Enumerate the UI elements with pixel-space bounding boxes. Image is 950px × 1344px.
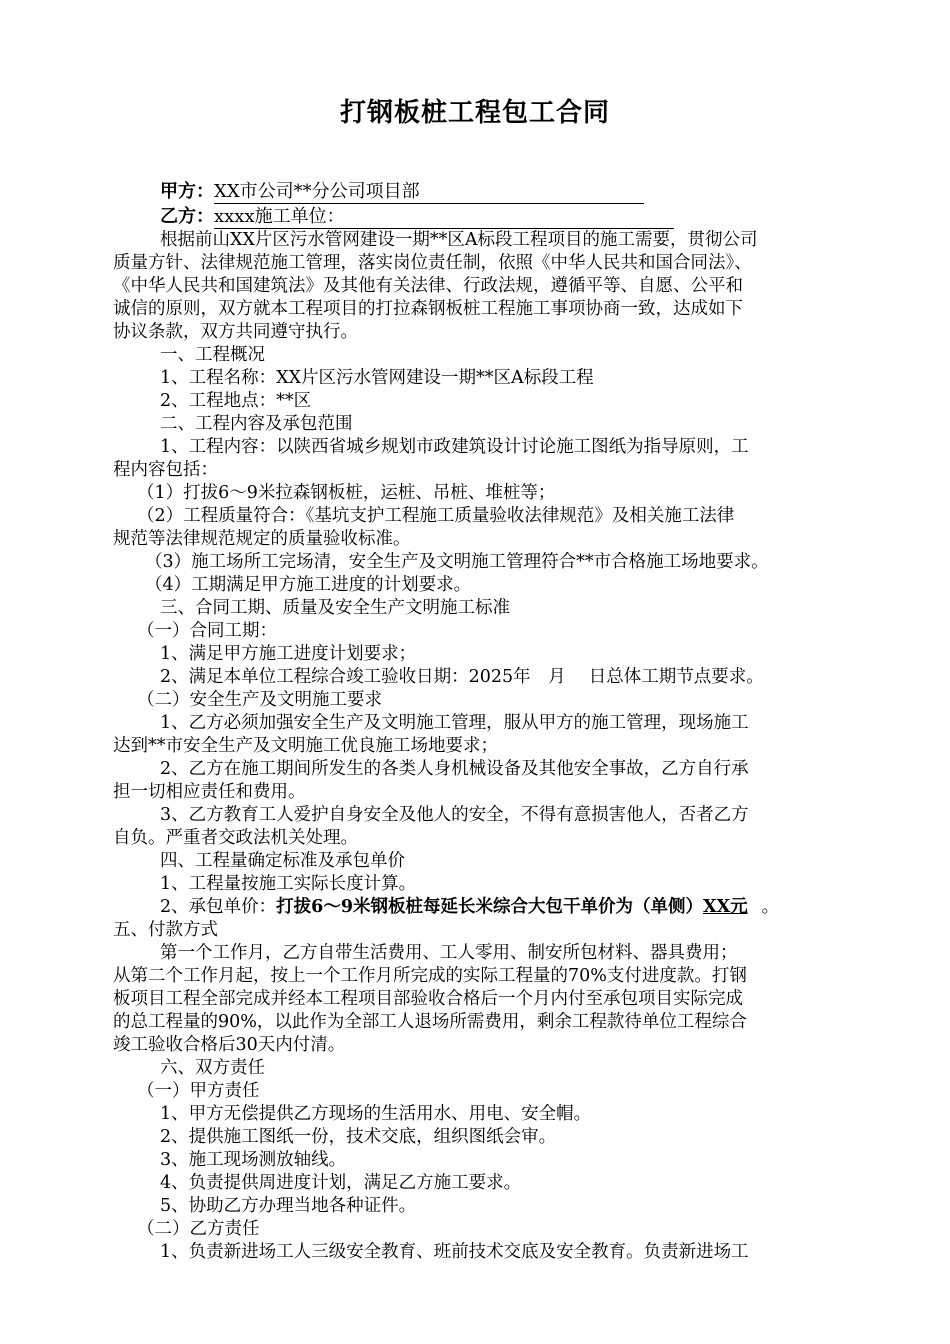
body-line-13: （2）工程质量符合：《基坑支护工程施工质量验收法律规范》及相关施工法律 (137, 506, 735, 526)
unit-price-line (160, 896, 900, 919)
body-line-23: 达到**市安全生产及文明施工优良施工场地要求； (113, 736, 498, 756)
body-line-24: 2、乙方在施工期间所发生的各类人身机械设备及其他安全事故，乙方自行承 (160, 759, 749, 779)
body-line-27: 自负。严重者交政法机关处理。 (113, 828, 358, 848)
body-line-34: 板项目工程全部完成并经本工程项目部验收合格后一个月内付至承包项目实际完成 (113, 989, 743, 1009)
party-b-line (160, 205, 900, 229)
body-line-21: （二）安全生产及文明施工要求 (137, 690, 382, 710)
body-line-33: 从第二个工作月起，按上一个工作月所完成的实际工程量的70%支付进度款。打钢 (113, 966, 747, 986)
section-heading-3: 三、合同工期、质量及安全生产文明施工标准 (160, 598, 510, 618)
unit-price-tail: 。 (761, 897, 780, 917)
body-line-18: （一）合同工期： (137, 621, 277, 641)
section-heading-5: 五、付款方式 (113, 920, 218, 940)
section-heading-6: 六、双方责任 (160, 1058, 265, 1078)
body-line-20: 2、满足本单位工程综合竣工验收日期：2025年 月 日总体工期节点要求。 (160, 667, 764, 687)
body-line-42: 4、负责提供周进度计划，满足乙方施工要求。 (160, 1173, 522, 1193)
unit-price-amount: XX元 (703, 897, 748, 917)
body-line-10: 1、工程内容：以陕西省城乡规划市政建筑设计讨论施工图纸为指导原则，工 (160, 437, 749, 457)
body-line-8: 2、工程地点：**区 (160, 391, 312, 411)
party-a-line (160, 180, 900, 204)
body-line-12: （1）打拔6～9米拉森钢板桩，运桩、吊桩、堆桩等； (137, 483, 556, 503)
body-line-11: 程内容包括： (113, 460, 218, 480)
body-line-2: 质量方针、法律规范施工管理，落实岗位责任制，依照《中华人民共和国合同法》、 (113, 253, 752, 273)
document-title: 打钢板桩工程包工合同 (339, 98, 610, 128)
party-a-value: XX市公司**分公司项目部 (214, 180, 644, 204)
body-line-14: 规范等法律规范规定的质量验收标准。 (113, 529, 411, 549)
body-line-4: 诚信的原则，双方就本工程项目的打拉森钢板桩工程施工事项协商一致，达成如下 (113, 299, 743, 319)
section-heading-1: 一、工程概况 (160, 345, 265, 365)
body-line-43: 5、协助乙方办理当地各种证件。 (160, 1196, 417, 1216)
body-line-41: 3、施工现场测放轴线。 (160, 1150, 347, 1170)
body-line-5: 协议条款，双方共同遵守执行。 (113, 322, 358, 342)
body-line-1: 根据前山XX片区污水管网建设一期**区A标段工程项目的施工需要，贯彻公司 (160, 230, 758, 250)
body-line-38: （一）甲方责任 (137, 1081, 260, 1101)
unit-price-description: 打拔6～9米钢板桩每延长米综合大包干单价为（单侧） (276, 897, 703, 917)
body-line-44: （二）乙方责任 (137, 1219, 260, 1239)
body-line-19: 1、满足甲方施工进度计划要求； (160, 644, 417, 664)
body-line-22: 1、乙方必须加强安全生产及文明施工管理，服从甲方的施工管理，现场施工 (160, 713, 749, 733)
body-line-39: 1、甲方无偿提供乙方现场的生活用水、用电、安全帽。 (160, 1104, 592, 1124)
body-line-15: （3）施工场所工完场清，安全生产及文明施工管理符合**市合格施工场地要求。 (145, 552, 769, 572)
body-line-3: 《中华人民共和国建筑法》及其他有关法律、行政法规，遵循平等、自愿、公平和 (113, 276, 743, 296)
body-line-26: 3、乙方教育工人爱护自身安全及他人的安全，不得有意损害他人，否者乙方 (160, 805, 749, 825)
section-heading-4: 四、工程量确定标准及承包单价 (160, 851, 405, 871)
unit-price-label: 2、承包单价： (160, 897, 277, 917)
body-line-29: 1、工程量按施工实际长度计算。 (160, 874, 417, 894)
body-line-32: 第一个工作月，乙方自带生活费用、工人零用、制安所包材料、器具费用； (160, 943, 738, 963)
body-line-7: 1、工程名称：XX片区污水管网建设一期**区A标段工程 (160, 368, 594, 388)
party-b-value: xxxx施工单位： (214, 205, 674, 229)
body-line-25: 担一切相应责任和费用。 (113, 782, 306, 802)
party-b-label: 乙方： (160, 206, 214, 227)
section-heading-2: 二、工程内容及承包范围 (160, 414, 353, 434)
body-line-40: 2、提供施工图纸一份，技术交底，组织图纸会审。 (160, 1127, 557, 1147)
body-line-45: 1、负责新进场工人三级安全教育、班前技术交底及安全教育。负责新进场工 (160, 1242, 749, 1262)
body-line-36: 竣工验收合格后30天内付清。 (113, 1035, 346, 1055)
body-line-16: （4）工期满足甲方施工进度的计划要求。 (145, 575, 472, 595)
party-a-label: 甲方： (160, 181, 214, 202)
body-line-35: 的总工程量的90%，以此作为全部工人退场所需费用，剩余工程款待单位工程综合 (113, 1012, 747, 1032)
